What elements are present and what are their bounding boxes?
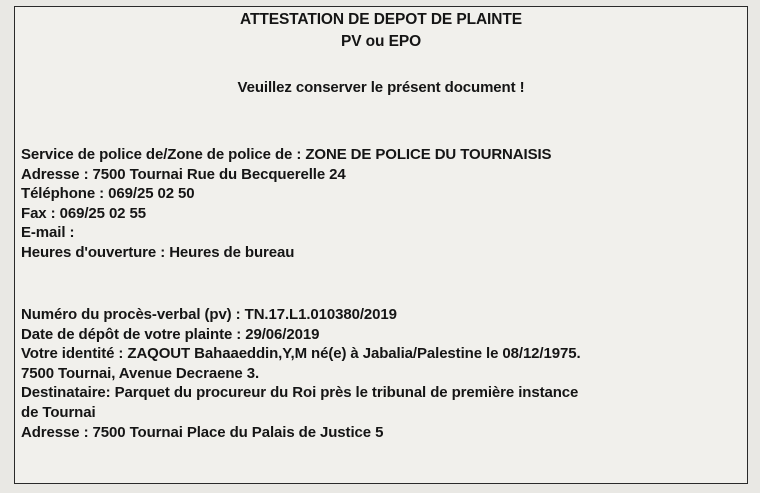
recipient-continuation-row — [21, 403, 741, 423]
service-hours-row — [21, 243, 741, 263]
filing-date-label: Date de dépôt de votre plainte : — [21, 325, 242, 343]
identity-address: 7500 Tournai, Avenue Decraene 3. — [21, 364, 260, 382]
recipient-label: Destinataire: — [21, 384, 111, 402]
service-email-label: E-mail : — [21, 224, 75, 242]
service-fax-label: Fax : — [21, 204, 56, 222]
complaint-section — [21, 305, 741, 442]
service-address-label: Adresse : — [21, 165, 89, 183]
document-title: ATTESTATION DE DEPOT DE PLAINTE — [240, 11, 522, 28]
service-hours-value: Heures de bureau — [169, 243, 295, 261]
identity-label: Votre identité : — [21, 345, 124, 363]
service-zone-value: ZONE DE POLICE DU TOURNAISIS — [305, 146, 552, 163]
service-address-value: 7500 Tournai Rue du Becquerelle 24 — [92, 165, 346, 183]
service-phone-value: 069/25 02 50 — [108, 185, 195, 203]
recipient-value: Parquet du procureur du Roi près le tribunal de première instance — [114, 384, 579, 402]
recipient-address-label: Adresse : — [21, 423, 89, 441]
service-phone-row — [21, 184, 741, 204]
identity-row — [21, 344, 741, 364]
service-zone-label: Service de police de/Zone de police de : — [21, 146, 302, 163]
identity-value: ZAQOUT Bahaaeddin,Y,M né(e) à Jabalia/Palestine le 08/12/1975. — [127, 345, 581, 363]
service-zone-row — [21, 145, 741, 165]
attestation-document — [14, 6, 748, 484]
service-hours-label: Heures d'ouverture : — [21, 243, 166, 261]
filing-date-value: 29/06/2019 — [245, 325, 320, 343]
service-fax-value: 069/25 02 55 — [59, 204, 146, 222]
filing-date-row — [21, 325, 741, 345]
recipient-address-value: 7500 Tournai Place du Palais de Justice 5 — [92, 423, 384, 441]
document-subtitle: PV ou EPO — [340, 33, 422, 50]
service-fax-row — [21, 204, 741, 224]
recipient-row — [21, 383, 741, 403]
pv-number-label: Numéro du procès-verbal (pv) : — [21, 306, 241, 323]
pv-number-row — [21, 305, 741, 325]
recipient-value-continuation: de Tournai — [21, 403, 96, 421]
service-address-row — [21, 165, 741, 185]
recipient-address-row — [21, 423, 741, 443]
identity-address-row — [21, 364, 741, 384]
service-phone-label: Téléphone : — [21, 185, 105, 203]
document-notice: Veuillez conserver le présent document ! — [237, 79, 525, 96]
service-section — [21, 145, 741, 263]
service-email-row — [21, 223, 741, 243]
pv-number-value: TN.17.L1.010380/2019 — [244, 306, 397, 323]
